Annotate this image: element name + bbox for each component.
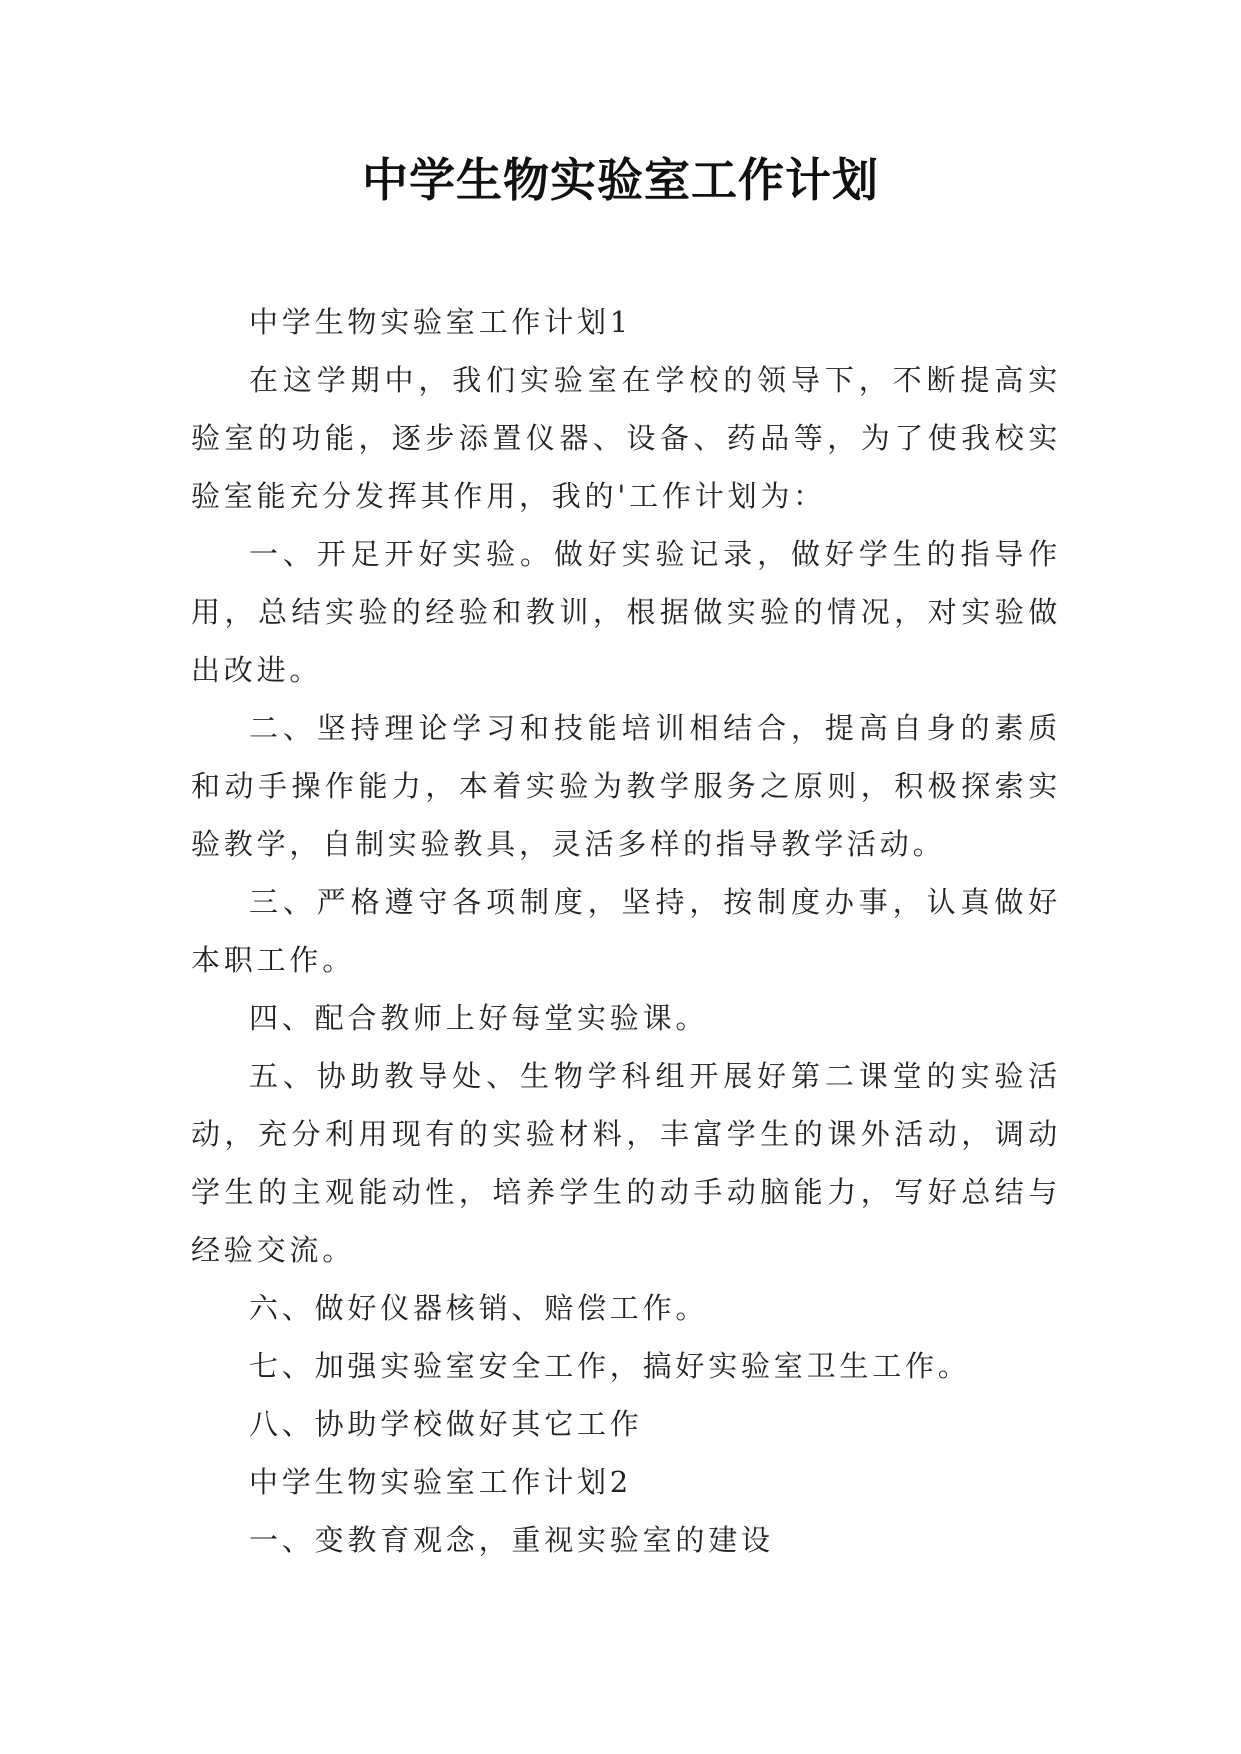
list-item-8: 八、协助学校做好其它工作 (249, 1407, 643, 1441)
list-item-3: 三、严格遵守各项制度，坚持，按制度办事，认真做好本职工作。 (191, 885, 1061, 977)
list-item-1: 一、开足开好实验。做好实验记录，做好学生的指导作用，总结实验的经验和教训，根据做实验的情况，对实验做出改进。 (191, 537, 1061, 687)
document-body (191, 293, 1061, 1569)
list-item-6: 六、做好仪器核销、赔偿工作。 (249, 1291, 709, 1325)
list-item-7: 七、加强实验室安全工作，搞好实验室卫生工作。 (249, 1349, 971, 1383)
list-item-4: 四、配合教师上好每堂实验课。 (249, 1001, 709, 1035)
list-item-5: 五、协助教导处、生物学科组开展好第二课堂的实验活动，充分利用现有的实验材料，丰富学生的课外活动，调动学生的主观能动性，培养学生的动手动脑能力，写好总结与经验交流。 (191, 1059, 1061, 1267)
document-title: 中学生物实验室工作计划 (362, 153, 879, 207)
section-heading-plan-2: 中学生物实验室工作计划2 (249, 1465, 633, 1499)
plan-2-item-1: 一、变教育观念，重视实验室的建设 (249, 1523, 774, 1557)
intro-paragraph: 在这学期中，我们实验室在学校的领导下，不断提高实验室的功能，逐步添置仪器、设备、药品等，为了使我校实验室能充分发挥其作用，我的'工作计划为： (191, 363, 1061, 513)
list-item-2: 二、坚持理论学习和技能培训相结合，提高自身的素质和动手操作能力，本着实验为教学服务之原则，积极探索实验教学，自制实验教具，灵活多样的指导教学活动。 (191, 711, 1061, 861)
section-heading-plan-1: 中学生物实验室工作计划1 (249, 305, 633, 339)
